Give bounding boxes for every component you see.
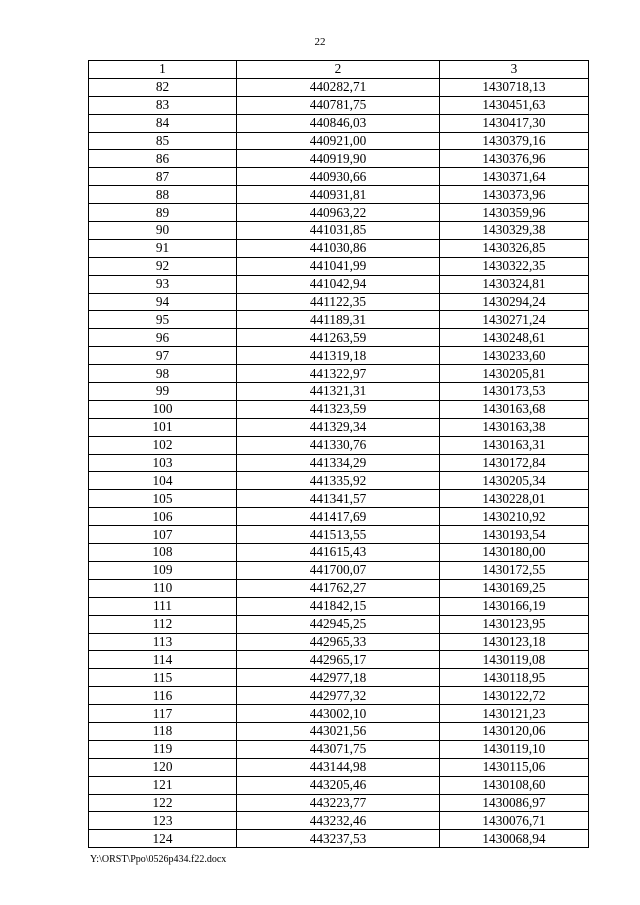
- table-row: [89, 329, 589, 347]
- table-cell-col-3: 1430119,08: [440, 651, 589, 669]
- table-cell-col-1: 93: [89, 275, 237, 293]
- table-cell-col-1: 123: [89, 812, 237, 830]
- table-row: [89, 400, 589, 418]
- table-cell-col-1: 106: [89, 508, 237, 526]
- table-row: [89, 812, 589, 830]
- table-cell-col-1: 95: [89, 311, 237, 329]
- table-row: [89, 651, 589, 669]
- table-cell-col-3: 1430120,06: [440, 722, 589, 740]
- table-cell-col-2: 442945,25: [237, 615, 440, 633]
- table-row: [89, 222, 589, 240]
- table-row: [89, 365, 589, 383]
- table-row: [89, 132, 589, 150]
- table-header-row: [89, 61, 589, 79]
- column-header-2: 2: [237, 61, 440, 79]
- table-cell-col-1: 120: [89, 758, 237, 776]
- table-cell-col-1: 107: [89, 526, 237, 544]
- table-cell-col-1: 104: [89, 472, 237, 490]
- table-cell-col-1: 82: [89, 78, 237, 96]
- table-cell-col-2: 443144,98: [237, 758, 440, 776]
- table-row: [89, 579, 589, 597]
- table-cell-col-1: 94: [89, 293, 237, 311]
- table-cell-col-3: 1430122,72: [440, 687, 589, 705]
- table-cell-col-2: 441041,99: [237, 257, 440, 275]
- table-row: [89, 544, 589, 562]
- table-row: [89, 740, 589, 758]
- table-cell-col-1: 124: [89, 830, 237, 848]
- table-cell-col-2: 440919,90: [237, 150, 440, 168]
- table-cell-col-1: 121: [89, 776, 237, 794]
- table-cell-col-3: 1430123,95: [440, 615, 589, 633]
- table-cell-col-3: 1430086,97: [440, 794, 589, 812]
- table-row: [89, 830, 589, 848]
- table-cell-col-2: 441031,85: [237, 222, 440, 240]
- table-cell-col-1: 103: [89, 454, 237, 472]
- table-cell-col-2: 443232,46: [237, 812, 440, 830]
- table-cell-col-1: 109: [89, 561, 237, 579]
- table-cell-col-2: 441042,94: [237, 275, 440, 293]
- table-cell-col-1: 97: [89, 347, 237, 365]
- table-cell-col-1: 112: [89, 615, 237, 633]
- table-cell-col-2: 443071,75: [237, 740, 440, 758]
- table-cell-col-3: 1430379,16: [440, 132, 589, 150]
- table-row: [89, 204, 589, 222]
- table-cell-col-3: 1430163,31: [440, 436, 589, 454]
- table-cell-col-3: 1430123,18: [440, 633, 589, 651]
- table-cell-col-2: 441321,31: [237, 383, 440, 401]
- table-cell-col-3: 1430166,19: [440, 597, 589, 615]
- table-row: [89, 722, 589, 740]
- table-cell-col-1: 88: [89, 186, 237, 204]
- table-row: [89, 383, 589, 401]
- table-cell-col-2: 441341,57: [237, 490, 440, 508]
- table-cell-col-3: 1430324,81: [440, 275, 589, 293]
- table-cell-col-3: 1430373,96: [440, 186, 589, 204]
- table-cell-col-1: 114: [89, 651, 237, 669]
- table-cell-col-3: 1430169,25: [440, 579, 589, 597]
- table-row: [89, 758, 589, 776]
- table-cell-col-1: 101: [89, 418, 237, 436]
- table-cell-col-3: 1430205,81: [440, 365, 589, 383]
- table-cell-col-3: 1430329,38: [440, 222, 589, 240]
- table-cell-col-1: 122: [89, 794, 237, 812]
- table-row: [89, 347, 589, 365]
- table-cell-col-3: 1430068,94: [440, 830, 589, 848]
- table-cell-col-1: 99: [89, 383, 237, 401]
- table-cell-col-2: 442977,18: [237, 669, 440, 687]
- table-cell-col-2: 440846,03: [237, 114, 440, 132]
- table-cell-col-2: 441263,59: [237, 329, 440, 347]
- table-row: [89, 687, 589, 705]
- table-row: [89, 239, 589, 257]
- table-cell-col-2: 441322,97: [237, 365, 440, 383]
- table-cell-col-2: 440282,71: [237, 78, 440, 96]
- table-cell-col-1: 83: [89, 96, 237, 114]
- table-cell-col-2: 440963,22: [237, 204, 440, 222]
- table-cell-col-1: 87: [89, 168, 237, 186]
- table-cell-col-3: 1430326,85: [440, 239, 589, 257]
- table-cell-col-3: 1430118,95: [440, 669, 589, 687]
- table-row: [89, 454, 589, 472]
- table-cell-col-2: 441122,35: [237, 293, 440, 311]
- table-cell-col-3: 1430076,71: [440, 812, 589, 830]
- table-row: [89, 490, 589, 508]
- table-cell-col-3: 1430172,84: [440, 454, 589, 472]
- table-row: [89, 186, 589, 204]
- table-cell-col-3: 1430718,13: [440, 78, 589, 96]
- table-cell-col-1: 92: [89, 257, 237, 275]
- table-cell-col-2: 441842,15: [237, 597, 440, 615]
- table-row: [89, 418, 589, 436]
- table-cell-col-3: 1430248,61: [440, 329, 589, 347]
- table-cell-col-1: 111: [89, 597, 237, 615]
- table-cell-col-1: 98: [89, 365, 237, 383]
- table-cell-col-1: 110: [89, 579, 237, 597]
- table-cell-col-3: 1430271,24: [440, 311, 589, 329]
- table-row: [89, 561, 589, 579]
- table-cell-col-1: 117: [89, 705, 237, 723]
- table-cell-col-2: 442965,17: [237, 651, 440, 669]
- table-cell-col-1: 89: [89, 204, 237, 222]
- table-cell-col-3: 1430371,64: [440, 168, 589, 186]
- table-cell-col-1: 84: [89, 114, 237, 132]
- table-cell-col-3: 1430108,60: [440, 776, 589, 794]
- table-cell-col-1: 119: [89, 740, 237, 758]
- table-cell-col-2: 443021,56: [237, 722, 440, 740]
- table-cell-col-3: 1430115,06: [440, 758, 589, 776]
- table-cell-col-3: 1430119,10: [440, 740, 589, 758]
- table-cell-col-3: 1430173,53: [440, 383, 589, 401]
- table-cell-col-1: 105: [89, 490, 237, 508]
- table-cell-col-2: 441334,29: [237, 454, 440, 472]
- table-cell-col-3: 1430163,38: [440, 418, 589, 436]
- table-row: [89, 633, 589, 651]
- table-row: [89, 78, 589, 96]
- table-cell-col-3: 1430376,96: [440, 150, 589, 168]
- table-cell-col-2: 443223,77: [237, 794, 440, 812]
- table-cell-col-2: 440781,75: [237, 96, 440, 114]
- table-cell-col-2: 440930,66: [237, 168, 440, 186]
- table-cell-col-2: 442977,32: [237, 687, 440, 705]
- table-cell-col-1: 85: [89, 132, 237, 150]
- table-cell-col-2: 441323,59: [237, 400, 440, 418]
- table-row: [89, 794, 589, 812]
- table-cell-col-2: 443237,53: [237, 830, 440, 848]
- table-cell-col-2: 443205,46: [237, 776, 440, 794]
- table-cell-col-3: 1430322,35: [440, 257, 589, 275]
- coordinates-table: [88, 60, 589, 848]
- column-header-1: 1: [89, 61, 237, 79]
- table-row: [89, 257, 589, 275]
- table-cell-col-2: 441330,76: [237, 436, 440, 454]
- table-cell-col-3: 1430121,23: [440, 705, 589, 723]
- table-cell-col-3: 1430228,01: [440, 490, 589, 508]
- table-row: [89, 526, 589, 544]
- table-cell-col-1: 113: [89, 633, 237, 651]
- table-row: [89, 311, 589, 329]
- table-row: [89, 96, 589, 114]
- table-row: [89, 114, 589, 132]
- table-cell-col-3: 1430163,68: [440, 400, 589, 418]
- table-row: [89, 705, 589, 723]
- table-cell-col-2: 441189,31: [237, 311, 440, 329]
- table-cell-col-1: 90: [89, 222, 237, 240]
- table-cell-col-3: 1430205,34: [440, 472, 589, 490]
- table-cell-col-3: 1430233,60: [440, 347, 589, 365]
- table-cell-col-2: 440931,81: [237, 186, 440, 204]
- table-cell-col-1: 108: [89, 544, 237, 562]
- table-cell-col-2: 440921,00: [237, 132, 440, 150]
- table-row: [89, 669, 589, 687]
- table-cell-col-2: 442965,33: [237, 633, 440, 651]
- table-row: [89, 436, 589, 454]
- table-cell-col-1: 86: [89, 150, 237, 168]
- table-cell-col-2: 441417,69: [237, 508, 440, 526]
- table-row: [89, 150, 589, 168]
- table-cell-col-1: 91: [89, 239, 237, 257]
- coordinates-table-body: [89, 61, 589, 848]
- table-cell-col-2: 441513,55: [237, 526, 440, 544]
- table-cell-col-2: 441319,18: [237, 347, 440, 365]
- table-cell-col-2: 441762,27: [237, 579, 440, 597]
- table-cell-col-1: 115: [89, 669, 237, 687]
- table-cell-col-1: 102: [89, 436, 237, 454]
- table-cell-col-3: 1430172,55: [440, 561, 589, 579]
- table-row: [89, 615, 589, 633]
- table-cell-col-3: 1430193,54: [440, 526, 589, 544]
- table-cell-col-1: 116: [89, 687, 237, 705]
- table-cell-col-3: 1430359,96: [440, 204, 589, 222]
- table-cell-col-2: 441700,07: [237, 561, 440, 579]
- table-cell-col-1: 118: [89, 722, 237, 740]
- table-cell-col-2: 441335,92: [237, 472, 440, 490]
- footer-file-path: Y:\ORST\Ppo\0526p434.f22.docx: [90, 854, 227, 865]
- table-row: [89, 293, 589, 311]
- column-header-3: 3: [440, 61, 589, 79]
- table-cell-col-2: 443002,10: [237, 705, 440, 723]
- table-row: [89, 776, 589, 794]
- table-row: [89, 168, 589, 186]
- table-cell-col-3: 1430180,00: [440, 544, 589, 562]
- table-row: [89, 597, 589, 615]
- page-number: 22: [314, 36, 326, 48]
- table-cell-col-3: 1430417,30: [440, 114, 589, 132]
- table-row: [89, 508, 589, 526]
- table-cell-col-2: 441615,43: [237, 544, 440, 562]
- table-row: [89, 472, 589, 490]
- table-cell-col-3: 1430451,63: [440, 96, 589, 114]
- table-cell-col-1: 96: [89, 329, 237, 347]
- table-cell-col-2: 441030,86: [237, 239, 440, 257]
- table-row: [89, 275, 589, 293]
- table-cell-col-3: 1430294,24: [440, 293, 589, 311]
- table-cell-col-3: 1430210,92: [440, 508, 589, 526]
- table-cell-col-1: 100: [89, 400, 237, 418]
- table-cell-col-2: 441329,34: [237, 418, 440, 436]
